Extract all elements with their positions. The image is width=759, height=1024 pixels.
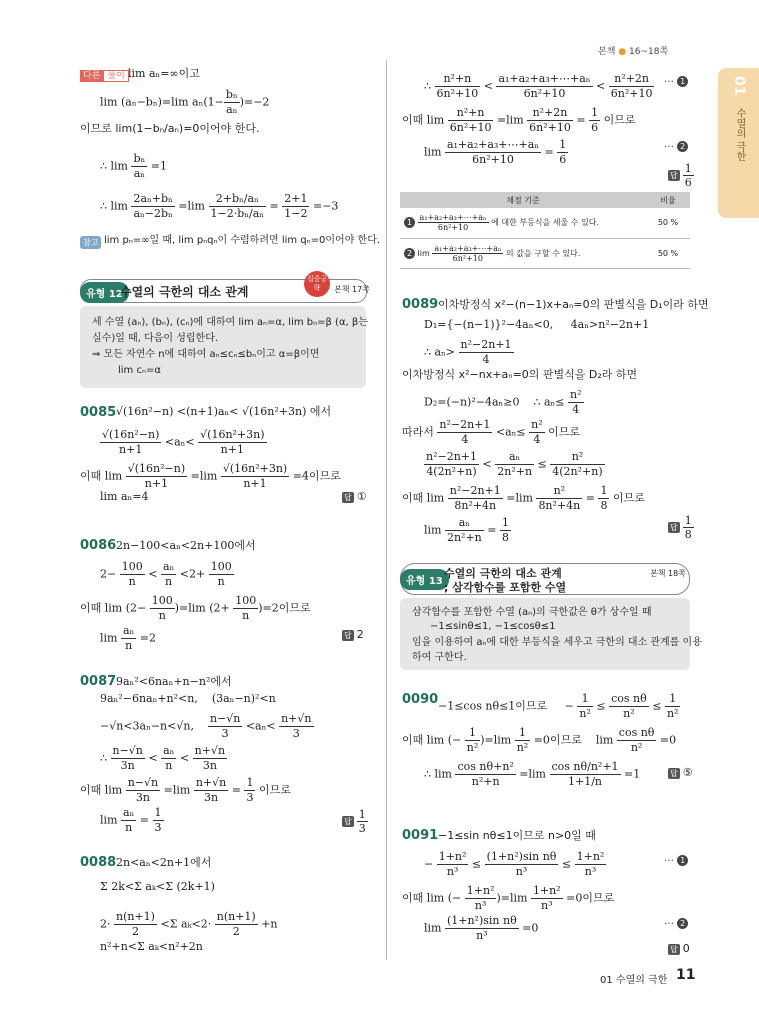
- chapter-number: 01: [731, 76, 747, 96]
- grading-row-2: 2 lim $\frac{\text{a₁+a₂+a₃+⋯+aₙ}}{\text{6n²+10}}$ 의 값을 구할 수 있다.: [400, 238, 646, 268]
- eq-line: 9aₙ²−6naₙ+n²<n, (3aₙ−n)²<n: [100, 692, 276, 705]
- footer-chapter: 01 수열의 극한: [600, 975, 668, 986]
- eq-line: lim $\frac{\text{a₁+a₂+a₃+⋯+aₙ}}{\text{6n²+10}}$ = $\frac{1}{6}$: [424, 138, 567, 166]
- answer-0089: 답 $\frac{1}{8}$: [670, 514, 692, 541]
- eq-line: lim $\frac{\text{aₙ}}{n}$ = $\frac{1}{3}$: [100, 806, 162, 834]
- eq-line: n²+n<Σ aₖ<n²+2n: [100, 940, 203, 953]
- type12-special-badge: 집중공략: [304, 271, 330, 297]
- problem-0091-number: 0091: [402, 828, 439, 843]
- other-solution-badge: 다른 풀이: [80, 68, 129, 81]
- problem-0085-number: 0085: [80, 405, 117, 420]
- problem-0086-number: 0086: [80, 538, 117, 553]
- type13-subtitle: ; 삼각함수를 포함한 수열: [444, 581, 567, 594]
- text-line: −1≤sin nθ≤1이므로 n>0일 때: [438, 829, 596, 842]
- eq-line: ∴ lim $\frac{\text{2aₙ+bₙ}}{\text{aₙ−2bₙ}}$ =lim $\frac{\text{2+bₙ/aₙ}}{\text{1−2·bₙ/aₙ}}$ = $\frac{2+1}{1-2}$ =−3: [100, 192, 339, 220]
- eq-line: −1≤cos nθ≤1이므로 − $\frac{1}{\text{n²}}$ ≤ $\frac{\text{cos nθ}}{\text{n²}}$ ≤ $\frac{1}{\text{n²}}$: [438, 692, 679, 720]
- grading-table: [400, 192, 690, 269]
- grading-header-criteria: 채점 기준: [506, 195, 540, 205]
- problem-0089-number: 0089: [402, 297, 439, 312]
- eq-line: ∴ aₙ> $\frac{\text{n²−2n+1}}{4}$: [424, 338, 512, 366]
- page-header: 본책 ● 16~18쪽: [598, 47, 669, 57]
- eq-line: 이때 lim $\frac{\text{n²−2n+1}}{\text{8n²+4n}}$ =lim $\frac{\text{n²}}{\text{8n²+4n}}$ = $\frac{1}{8}$ 이므로: [402, 484, 645, 512]
- problem-0087-number: 0087: [80, 674, 117, 689]
- type12-tag: 유형 12: [80, 282, 129, 303]
- column-divider: [386, 60, 387, 960]
- eq-line: lim (aₙ−bₙ)=lim aₙ(1− $\frac{\text{bₙ}}{\text{aₙ}}$ )=−2: [100, 88, 270, 116]
- type12-summary-box: 세 수열 (aₙ), (bₙ), (cₙ)에 대하여 lim aₙ=α, lim bₙ=β (α, β는 실수)일 때, 다음이 성립한다. ⇒ 모든 자연수 n에 대하여 aₙ≤cₙ≤bₙ이고 α=β이면 lim cₙ=α: [80, 306, 366, 388]
- text-line: 이차방정식 x²−(n−1)x+aₙ=0의 판별식을 D₁이라 하면: [438, 298, 709, 311]
- eq-line: 2· $\frac{n(n+1)}{2}$ <Σ aₖ<2· $\frac{n(n+1)}{2}$ +n: [100, 910, 278, 938]
- eq-line: 2n<aₙ<2n+1에서: [116, 856, 212, 869]
- eq-line: lim $\frac{\text{aₙ}}{\text{2n²+n}}$ = $\frac{1}{8}$: [424, 516, 509, 544]
- note-badge: 참고: [80, 236, 101, 249]
- eq-line: $\frac{\text{n²−2n+1}}{\text{4(2n²+n)}}$ < $\frac{\text{aₙ}}{\text{2n²+n}}$ ≤ $\frac{\text{n²}}{\text{4(2n²+n)}}$: [426, 450, 603, 478]
- eq-line: 이때 lim $\frac{\text{n²+n}}{\text{6n²+10}}$ =lim $\frac{\text{n²+2n}}{\text{6n²+10}}$ = $\frac{1}{6}$ 이므로: [402, 106, 636, 134]
- type13-tag: 유형 13: [400, 569, 449, 590]
- eq-line: $\frac{\text{√(16n²−n)}}{n+1}$ <aₙ< $\frac{\text{√(16n²+3n)}}{n+1}$: [102, 428, 265, 456]
- step-marker-1: ⋯ 1: [664, 855, 688, 867]
- answer-0090: 답 ⑤: [670, 766, 693, 779]
- eq-line: lim $\frac{\text{(1+n²)sin nθ}}{\text{n³}}$ =0: [424, 914, 539, 942]
- eq-line: −√n<3aₙ−n<√n, $\frac{n-√n}{3}$ <aₙ< $\frac{n+√n}{3}$: [100, 712, 312, 740]
- eq-line: 따라서 $\frac{\text{n²−2n+1}}{4}$ <aₙ≤ $\frac{\text{n²}}{4}$ 이므로: [402, 418, 581, 446]
- chapter-side-tab: [718, 68, 759, 218]
- note-text: lim pₙ=∞일 때, lim pₙqₙ이 수렴하려면 lim qₙ=0이어야 한다.: [104, 235, 381, 246]
- type13-ref: 본책 18쪽: [650, 569, 686, 578]
- answer-0084: 답 $\frac{1}{6}$: [670, 162, 692, 189]
- grading-ratio-2: 50 %: [657, 248, 679, 258]
- eq-line: lim $\frac{\text{aₙ}}{n}$ =2: [100, 624, 157, 652]
- eq-line: 이때 lim (− $\frac{1}{\text{n²}}$ )=lim $\frac{1}{\text{n²}}$ =0이므로 lim $\frac{\text{cos nθ}}{\text{n²}}$ =0: [402, 726, 677, 754]
- type13-title: 수열의 극한의 대소 관계: [444, 567, 562, 580]
- footer-page-number: 11: [676, 967, 696, 983]
- text-line: 이므로 lim(1−bₙ/aₙ)=0이어야 한다.: [80, 122, 260, 135]
- type13-summary-box: 삼각함수를 포함한 수열 (aₙ)의 극한값은 θ가 상수일 때 −1≤sinθ≤1, −1≤cosθ≤1 임을 이용하여 aₙ에 대한 부등식을 세우고 극한의 대소 관계를 이용 하여 구한다.: [400, 598, 690, 670]
- eq-line: D₂=(−n)²−4aₙ≥0 ∴ aₙ≤ $\frac{\text{n²}}{4}$: [424, 388, 582, 416]
- header-book-ref: 본책: [598, 47, 616, 57]
- eq-line: 2n−100<aₙ<2n+100에서: [116, 539, 256, 552]
- type12-title: 수열의 극한의 대소 관계: [120, 285, 249, 299]
- eq-line: ∴ lim $\frac{\text{bₙ}}{\text{aₙ}}$ =1: [100, 152, 167, 180]
- eq-line: lim aₙ=∞이고: [128, 67, 200, 80]
- chapter-label: 수열의 극한: [734, 108, 745, 162]
- problem-0088-number: 0088: [80, 855, 117, 870]
- type12-ref: 본책 17쪽: [334, 285, 370, 294]
- grading-header-ratio: 비율: [660, 195, 676, 205]
- grading-row-1: 1 $\frac{\text{a₁+a₂+a₃+⋯+aₙ}}{\text{6n²+10}}$ 에 대한 부등식을 세울 수 있다.: [400, 208, 646, 238]
- text-line: 이차방정식 x²−nx+aₙ=0의 판별식을 D₂라 하면: [402, 368, 638, 381]
- eq-line: lim aₙ=4: [100, 490, 149, 503]
- eq-line: √(16n²−n) <(n+1)aₙ< √(16n²+3n) 에서: [116, 405, 332, 418]
- eq-line: 이때 lim (− $\frac{\text{1+n²}}{\text{n³}}$ )=lim $\frac{\text{1+n²}}{\text{n³}}$ =0이므로: [402, 884, 615, 912]
- problem-0090-number: 0090: [402, 692, 439, 707]
- header-pages: 16~18쪽: [629, 47, 669, 57]
- eq-line: 이때 lim (2− $\frac{100}{n}$ )=lim (2+ $\frac{100}{n}$ )=2이므로: [80, 594, 311, 622]
- answer-0091: 답 0: [670, 942, 690, 955]
- step-marker-2: ⋯ 2: [664, 918, 688, 930]
- answer-0087: 답 $\frac{1}{3}$: [344, 808, 366, 835]
- eq-line: − $\frac{\text{1+n²}}{\text{n³}}$ ≤ $\frac{\text{(1+n²)sin nθ}}{\text{n³}}$ ≤ $\frac{\text{1+n²}}{\text{n³}}$: [424, 850, 605, 878]
- eq-line: ∴ $\frac{n-√n}{3n}$ < $\frac{\text{aₙ}}{n}$ < $\frac{n+√n}{3n}$: [100, 744, 226, 772]
- eq-line: Σ 2k<Σ aₖ<Σ (2k+1): [100, 880, 215, 893]
- eq-line: ∴ $\frac{\text{n²+n}}{\text{6n²+10}}$ < $\frac{\text{a₁+a₂+a₃+⋯+aₙ}}{\text{6n²+10}}$ < $\frac{\text{n²+2n}}{\text{6n²+10}}$: [424, 72, 653, 100]
- grading-ratio-1: 50 %: [657, 218, 679, 228]
- eq-line: 9aₙ²<6naₙ+n−n²에서: [116, 675, 232, 688]
- eq-line: 2− $\frac{100}{n}$ < $\frac{\text{aₙ}}{n}$ <2+ $\frac{100}{n}$: [100, 560, 232, 588]
- eq-line: 이때 lim $\frac{\text{√(16n²−n)}}{n+1}$ =lim $\frac{\text{√(16n²+3n)}}{n+1}$ =4이므로: [80, 462, 341, 490]
- answer-0086: 답 2: [344, 628, 364, 641]
- step-marker-1: ⋯ 1: [664, 76, 688, 88]
- step-marker-2: ⋯ 2: [664, 141, 688, 153]
- eq-line: D₁={−(n−1)}²−4aₙ<0, 4aₙ>n²−2n+1: [424, 318, 650, 331]
- eq-line: 이때 lim $\frac{n-√n}{3n}$ =lim $\frac{n+√n}{3n}$ = $\frac{1}{3}$ 이므로: [80, 776, 291, 804]
- answer-0085: 답 ①: [344, 490, 367, 503]
- eq-line: ∴ lim $\frac{\text{cos nθ+n²}}{\text{n²+n}}$ =lim $\frac{\text{cos nθ/n²+1}}{1+1/n}$ =1: [424, 760, 641, 788]
